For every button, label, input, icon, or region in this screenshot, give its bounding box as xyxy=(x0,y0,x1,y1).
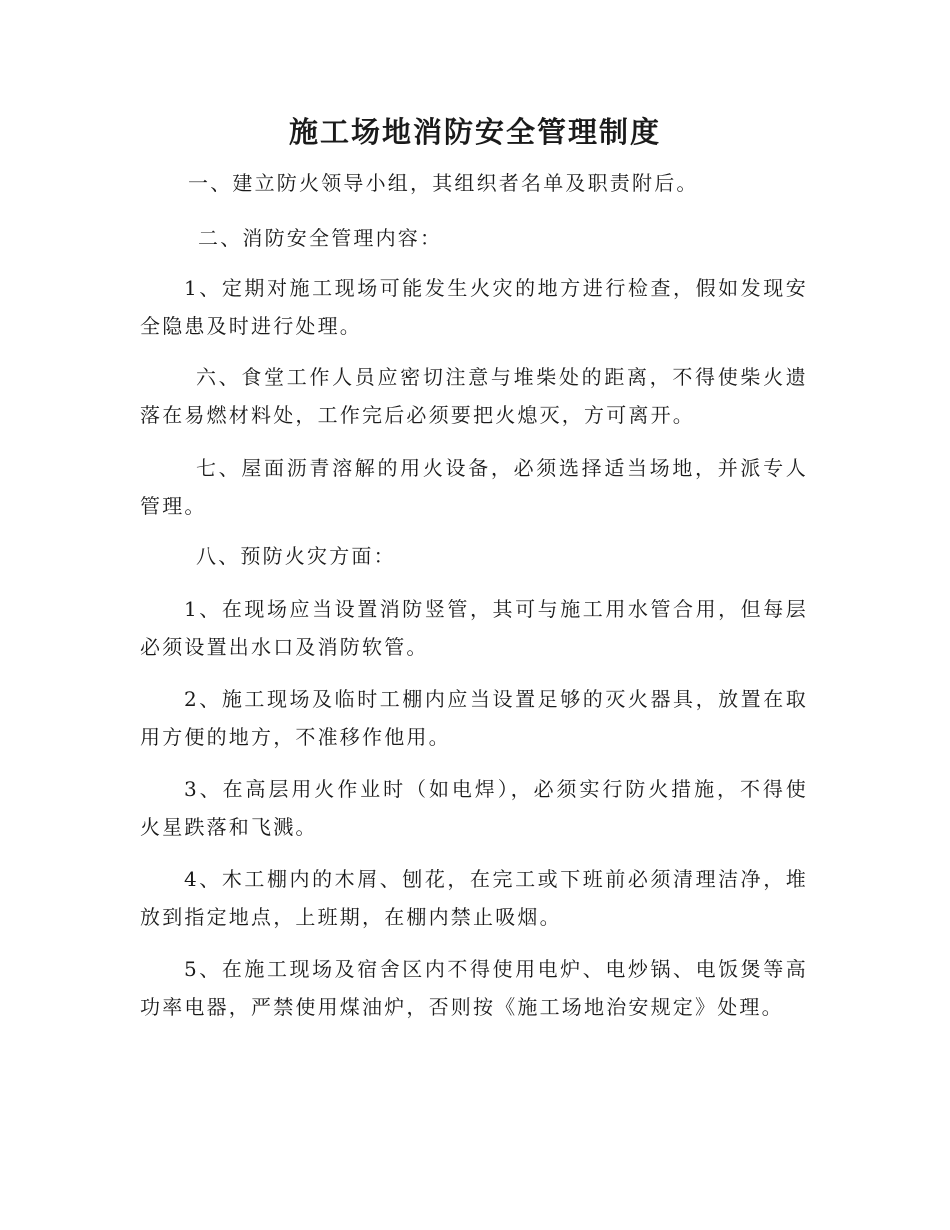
paragraph-11: 5、在施工现场及宿舍区内不得使用电炉、电炒锅、电饭煲等高功率电器，严禁使用煤油炉，否则按《施工场地治安规定》处理。 xyxy=(140,957,808,1019)
paragraph-6: 八、预防火灾方面： xyxy=(196,544,396,568)
paragraph-10: 4、木工棚内的木屑、刨花，在完工或下班前必须清理洁净，堆放到指定地点，上班期，在棚内禁止吸烟。 xyxy=(140,867,808,929)
paragraph-3: 1、定期对施工现场可能发生火灾的地方进行检查，假如发现安全隐患及时进行处理。 xyxy=(140,276,808,338)
paragraph-4: 六、食堂工作人员应密切注意与堆柴处的距离，不得使柴火遗落在易燃材料处，工作完后必须要把火熄灭，方可离开。 xyxy=(140,365,808,427)
paragraph-9: 3、在高层用火作业时（如电焊），必须实行防火措施，不得使火星跌落和飞溅。 xyxy=(140,777,808,839)
document-title: 施工场地消防安全管理制度 xyxy=(288,115,661,149)
paragraph-5: 七、屋面沥青溶解的用火设备，必须选择适当场地，并派专人管理。 xyxy=(140,456,808,518)
paragraph-1: 一、建立防火领导小组，其组织者名单及职责附后。 xyxy=(188,171,699,195)
paragraph-8: 2、施工现场及临时工棚内应当设置足够的灭火器具，放置在取用方便的地方，不准移作他用。 xyxy=(140,687,808,749)
paragraph-2: 二、消防安全管理内容： xyxy=(198,226,443,250)
paragraph-7: 1、在现场应当设置消防竖管，其可与施工用水管合用，但每层必须设置出水口及消防软管。 xyxy=(140,597,808,659)
